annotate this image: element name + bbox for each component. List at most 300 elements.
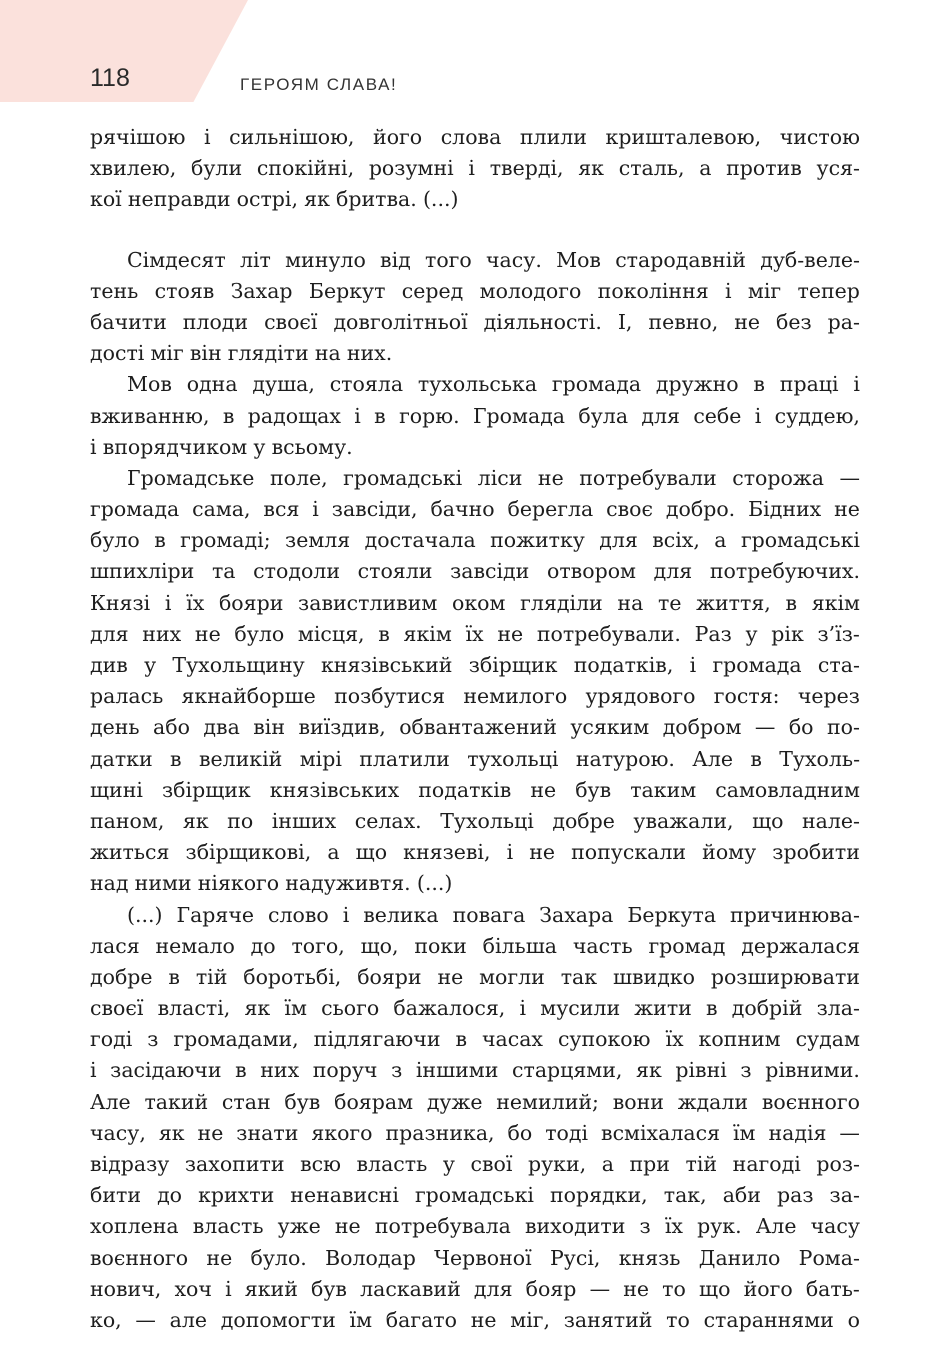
word: уся- (816, 156, 860, 181)
word: о (847, 1307, 860, 1332)
word: було. (250, 1245, 307, 1270)
word: крихти (198, 1183, 275, 1208)
text-line (90, 307, 860, 338)
text-line (90, 122, 860, 153)
word: в (154, 528, 166, 553)
word: Громада (472, 403, 566, 428)
text-line (90, 401, 860, 432)
word: добре (552, 808, 615, 833)
text-line (90, 712, 860, 743)
word: Русі, (550, 1245, 601, 1270)
word: немало (155, 933, 235, 958)
word: рівними. (765, 1058, 860, 1083)
word: не (470, 1307, 497, 1332)
word: часу (810, 1214, 860, 1239)
word: ко, (90, 1307, 122, 1332)
word: громадські (343, 465, 463, 490)
text-line (90, 432, 860, 463)
word: Але (692, 746, 733, 771)
page-number: 118 (90, 64, 130, 92)
word: добром (662, 715, 742, 740)
word: Беркут (308, 278, 386, 303)
word: розумні (368, 156, 454, 181)
word: міг (150, 341, 184, 366)
word: повага (452, 902, 526, 927)
word: бо (507, 1120, 533, 1145)
word: І, (617, 309, 633, 334)
word: не (197, 1120, 224, 1145)
word: і (354, 403, 361, 428)
word: громадами, (173, 1027, 299, 1052)
word: зробити (772, 840, 860, 865)
word: боярам (334, 1089, 414, 1114)
word: добро. (665, 497, 736, 522)
word: ліси (477, 465, 523, 490)
word: такий (144, 1089, 209, 1114)
text-line (90, 619, 860, 650)
word: князеві, (403, 840, 491, 865)
word: для (599, 528, 638, 553)
word: податків (418, 777, 512, 802)
word: не (537, 465, 564, 490)
word: те (657, 590, 682, 615)
word: чистою (779, 125, 860, 149)
word: літ (239, 247, 271, 272)
word: гостя: (713, 684, 780, 709)
text-line (90, 1243, 860, 1274)
text-line (90, 837, 860, 868)
word: громадські (740, 528, 860, 553)
word: потребували (579, 465, 717, 490)
word: для (473, 1276, 513, 1301)
word: на (617, 590, 644, 615)
text-line (90, 900, 860, 931)
word: дуже (426, 1089, 483, 1114)
word: своєї (90, 996, 144, 1021)
word: до (250, 933, 276, 958)
word: не (734, 309, 761, 334)
word: всміхалася (601, 1120, 720, 1145)
word: тій (685, 1152, 718, 1176)
word: по- (826, 715, 860, 740)
text-line (90, 1305, 860, 1336)
word: спокійні, (256, 156, 355, 181)
text-line (90, 494, 860, 525)
paragraph (90, 245, 860, 370)
word: глядіти (227, 341, 309, 366)
word: таким (630, 777, 697, 802)
word: порядки, (550, 1183, 648, 1208)
word: — (839, 1120, 860, 1145)
text-line (90, 369, 860, 400)
word: і (468, 156, 475, 181)
word: бать- (805, 1276, 860, 1301)
word: не (623, 1276, 650, 1301)
word: виходити (524, 1214, 626, 1239)
word: минуло (285, 247, 366, 272)
word: їм (349, 1307, 373, 1332)
word: інших (271, 808, 337, 833)
word: та (211, 559, 236, 584)
word: (...) (127, 902, 163, 927)
word: берегла (507, 497, 594, 522)
word: в (785, 590, 798, 615)
word: тухольська (417, 372, 538, 397)
paragraph-gap (90, 216, 860, 245)
word: завсіди (450, 559, 530, 584)
word: позбутися (334, 684, 446, 709)
word: слово (268, 902, 329, 927)
text-line (90, 463, 860, 494)
text-line (90, 650, 860, 681)
word: усяким (570, 715, 650, 740)
word: міг, (510, 1307, 551, 1332)
word: виїздив, (298, 715, 386, 740)
word: праці (779, 372, 839, 397)
word: як (304, 187, 330, 212)
word: рівні (675, 1058, 727, 1083)
word: покоління (597, 278, 709, 303)
word: годі (90, 1027, 133, 1052)
word: дості (90, 341, 145, 366)
word: бояр (525, 1276, 577, 1301)
word: всіх, (652, 528, 700, 553)
word: діяльності. (483, 309, 602, 334)
word: швидко (612, 964, 695, 989)
word: стояли (357, 559, 433, 584)
word: при (629, 1152, 670, 1176)
word: руки, (527, 1152, 587, 1176)
text-line (90, 276, 860, 307)
word: бити (90, 1183, 142, 1208)
word: захопити (184, 1152, 285, 1176)
word: а (714, 528, 727, 553)
word: був (284, 1089, 321, 1114)
word: громаді; (180, 528, 271, 553)
word: Бідних (748, 497, 822, 522)
word: свої (470, 1152, 513, 1176)
word: Тухольщину (172, 653, 305, 677)
word: не (497, 621, 524, 646)
word: ждали (677, 1089, 749, 1114)
word: натурою. (575, 746, 675, 771)
word: і (90, 434, 97, 459)
word: стояла (329, 372, 404, 397)
word: всю (300, 1152, 341, 1176)
word: у (144, 653, 157, 677)
word: Гаряче (176, 902, 255, 927)
word: їх (465, 621, 484, 646)
word: воєнного (761, 1089, 860, 1114)
word: так (560, 964, 598, 989)
word: на (314, 341, 341, 366)
word: якім (403, 621, 452, 646)
word: з (391, 1058, 403, 1083)
word: сторожа (732, 465, 824, 490)
word: раз (776, 1183, 814, 1208)
text-line (90, 1087, 860, 1118)
word: душа, (252, 372, 315, 397)
word: тепер (797, 278, 860, 303)
word: молодого (479, 278, 582, 303)
word: воєнного (90, 1245, 189, 1270)
word: як (578, 156, 604, 181)
word: а (699, 156, 712, 181)
word: в (168, 964, 180, 989)
word: Князі (90, 590, 151, 615)
word: якнайборше (181, 684, 316, 709)
word: громадські (414, 1183, 534, 1208)
word: против (726, 156, 802, 181)
word: них. (346, 341, 393, 366)
word: гляділи (520, 590, 603, 615)
word: їх (665, 1027, 684, 1052)
word: в (706, 996, 718, 1021)
word: і (342, 902, 350, 927)
word: потребували. (536, 621, 681, 646)
word: іншими (415, 1058, 499, 1083)
word: попускали (571, 840, 687, 865)
word: судам (795, 1027, 860, 1052)
word: і (225, 1276, 232, 1301)
word: немилого (463, 684, 568, 709)
word: хвилею, (90, 156, 177, 181)
word: Мов (556, 247, 601, 272)
word: поруч (312, 1058, 378, 1083)
text-line (90, 806, 860, 837)
word: дружно (655, 372, 739, 397)
word: горю. (399, 403, 460, 428)
word: — (839, 465, 860, 490)
word: не (437, 964, 464, 989)
word: підлягаючи (313, 1027, 441, 1052)
word: засідаючи (110, 1058, 222, 1083)
word: по (227, 808, 254, 833)
word: себе (693, 403, 742, 428)
word: стодоли (253, 559, 340, 584)
word: в (222, 403, 235, 428)
word: допомогти (220, 1307, 336, 1332)
paragraph (90, 369, 860, 463)
word: Данило (698, 1245, 781, 1270)
word: часу, (90, 1120, 146, 1145)
word: і (164, 590, 172, 615)
text-line (90, 931, 860, 962)
word: того (425, 247, 472, 272)
word: Раз (694, 621, 732, 646)
word: власть (356, 1152, 428, 1176)
word: для (641, 403, 680, 428)
word: не (530, 777, 557, 802)
word: і (204, 125, 211, 149)
word: довголітньої (333, 309, 468, 334)
word: то (662, 1276, 686, 1301)
word: який (244, 1276, 298, 1301)
word: їм (284, 996, 307, 1021)
word: щині (90, 777, 143, 802)
word: див (90, 653, 128, 677)
word: ласкавий (360, 1276, 461, 1301)
word: уважали, (633, 808, 734, 833)
word: не (206, 1245, 233, 1270)
word: життя, (696, 590, 771, 615)
word: бояри (218, 590, 284, 615)
word: в (378, 621, 390, 646)
word: місця, (297, 621, 365, 646)
word: великій (198, 746, 283, 771)
word: власть (192, 1214, 264, 1239)
word: і (754, 403, 762, 428)
word: празника, (385, 1120, 495, 1145)
word: могли (479, 964, 545, 989)
word: одна (186, 372, 238, 397)
word: часу. (486, 247, 542, 272)
word: сама, (192, 497, 251, 522)
word: був (311, 1276, 347, 1301)
word: з (147, 1027, 159, 1052)
word: шпихліри (90, 559, 195, 584)
paragraph (90, 122, 860, 216)
word: ра- (827, 309, 860, 334)
word: за- (829, 1183, 860, 1208)
word: був (575, 777, 612, 802)
text-line (90, 1118, 860, 1149)
word: то (666, 1307, 690, 1332)
word: лася (90, 933, 140, 958)
word: них (142, 621, 182, 646)
text-line (90, 868, 860, 899)
word: князівський (320, 653, 453, 677)
word: слова (440, 125, 502, 149)
word: добрій (731, 996, 803, 1021)
word: громада (551, 372, 642, 397)
word: Сімдесят (127, 247, 226, 272)
word: Захара (539, 902, 614, 927)
word: уже (277, 1214, 321, 1239)
word: як (636, 1058, 662, 1083)
word: у (745, 621, 758, 646)
word: в (455, 1027, 467, 1052)
text-line (90, 184, 860, 215)
word: стояв (154, 278, 215, 303)
word: них (260, 1058, 300, 1083)
word: але (169, 1307, 208, 1332)
word: ними (134, 871, 192, 896)
word: ралась (90, 684, 164, 709)
word: завистливим (298, 590, 438, 615)
word: плоди (182, 309, 249, 334)
word: їх (664, 1214, 683, 1239)
text-line (90, 153, 860, 184)
word: Червоної (434, 1245, 532, 1270)
word: рік (771, 621, 804, 646)
word: тухольці (467, 746, 559, 771)
word: нале- (802, 808, 860, 833)
word: від (380, 247, 411, 272)
word: над (90, 871, 129, 896)
word: часах (481, 1027, 543, 1052)
word: Беркута (627, 902, 717, 927)
word: земля (285, 528, 351, 553)
text-line (90, 525, 860, 556)
word: сього (321, 996, 380, 1021)
word: — (754, 715, 776, 740)
word: як (158, 1120, 185, 1145)
running-head: ГЕРОЯМ СЛАВА! (240, 75, 398, 94)
word: копним (698, 1027, 781, 1052)
body-text (90, 122, 860, 1336)
word: у (253, 434, 266, 459)
word: як (182, 808, 209, 833)
word: з (639, 1214, 651, 1239)
word: бажалося, (393, 996, 506, 1021)
word: що, (360, 933, 399, 958)
word: нович, (90, 1276, 162, 1301)
word: його (373, 125, 423, 149)
word: — (135, 1307, 156, 1332)
word: зла- (816, 996, 860, 1021)
word: острі, (236, 187, 299, 212)
word: громада (90, 497, 180, 522)
text-line (90, 245, 860, 276)
text-line (90, 1274, 860, 1305)
text-line (90, 681, 860, 712)
word: ста- (817, 653, 860, 677)
word: або (153, 715, 190, 740)
word: дуб-веле- (760, 247, 860, 272)
word: стараннями (703, 1307, 834, 1332)
word: до (157, 1183, 183, 1208)
word: не (194, 621, 221, 646)
word: немилий; (496, 1089, 599, 1114)
word: в (374, 403, 386, 428)
word: боротьбі, (243, 964, 342, 989)
word: не (529, 840, 556, 865)
word: сильнішою, (229, 125, 355, 149)
paragraph (90, 900, 860, 1337)
word: два (203, 715, 240, 740)
word: і (519, 996, 527, 1021)
text-line (90, 1055, 860, 1086)
word: міг (747, 278, 782, 303)
word: серед (401, 278, 464, 303)
word: Рома- (798, 1245, 860, 1270)
word: старцями, (512, 1058, 623, 1083)
word: що (752, 808, 784, 833)
word: завсіди, (331, 497, 418, 522)
text-line (90, 1149, 860, 1180)
text-line (90, 1024, 860, 1055)
word: в (170, 746, 182, 771)
word: а (327, 840, 340, 865)
word: він (189, 341, 222, 366)
word: Мов (127, 372, 172, 397)
text-line (90, 556, 860, 587)
text-line (90, 588, 860, 619)
word: бачно (430, 497, 495, 522)
word: паном, (90, 808, 165, 833)
word: знати (236, 1120, 299, 1145)
word: бояри (357, 964, 422, 989)
word: розширювати (710, 964, 860, 989)
word: Тухоль- (779, 746, 860, 771)
word: тверді, (489, 156, 564, 181)
word: було (234, 621, 285, 646)
word: потребуючих. (709, 559, 860, 584)
word: йому (702, 840, 757, 865)
word: їх (186, 590, 205, 615)
word: оком (452, 590, 506, 615)
